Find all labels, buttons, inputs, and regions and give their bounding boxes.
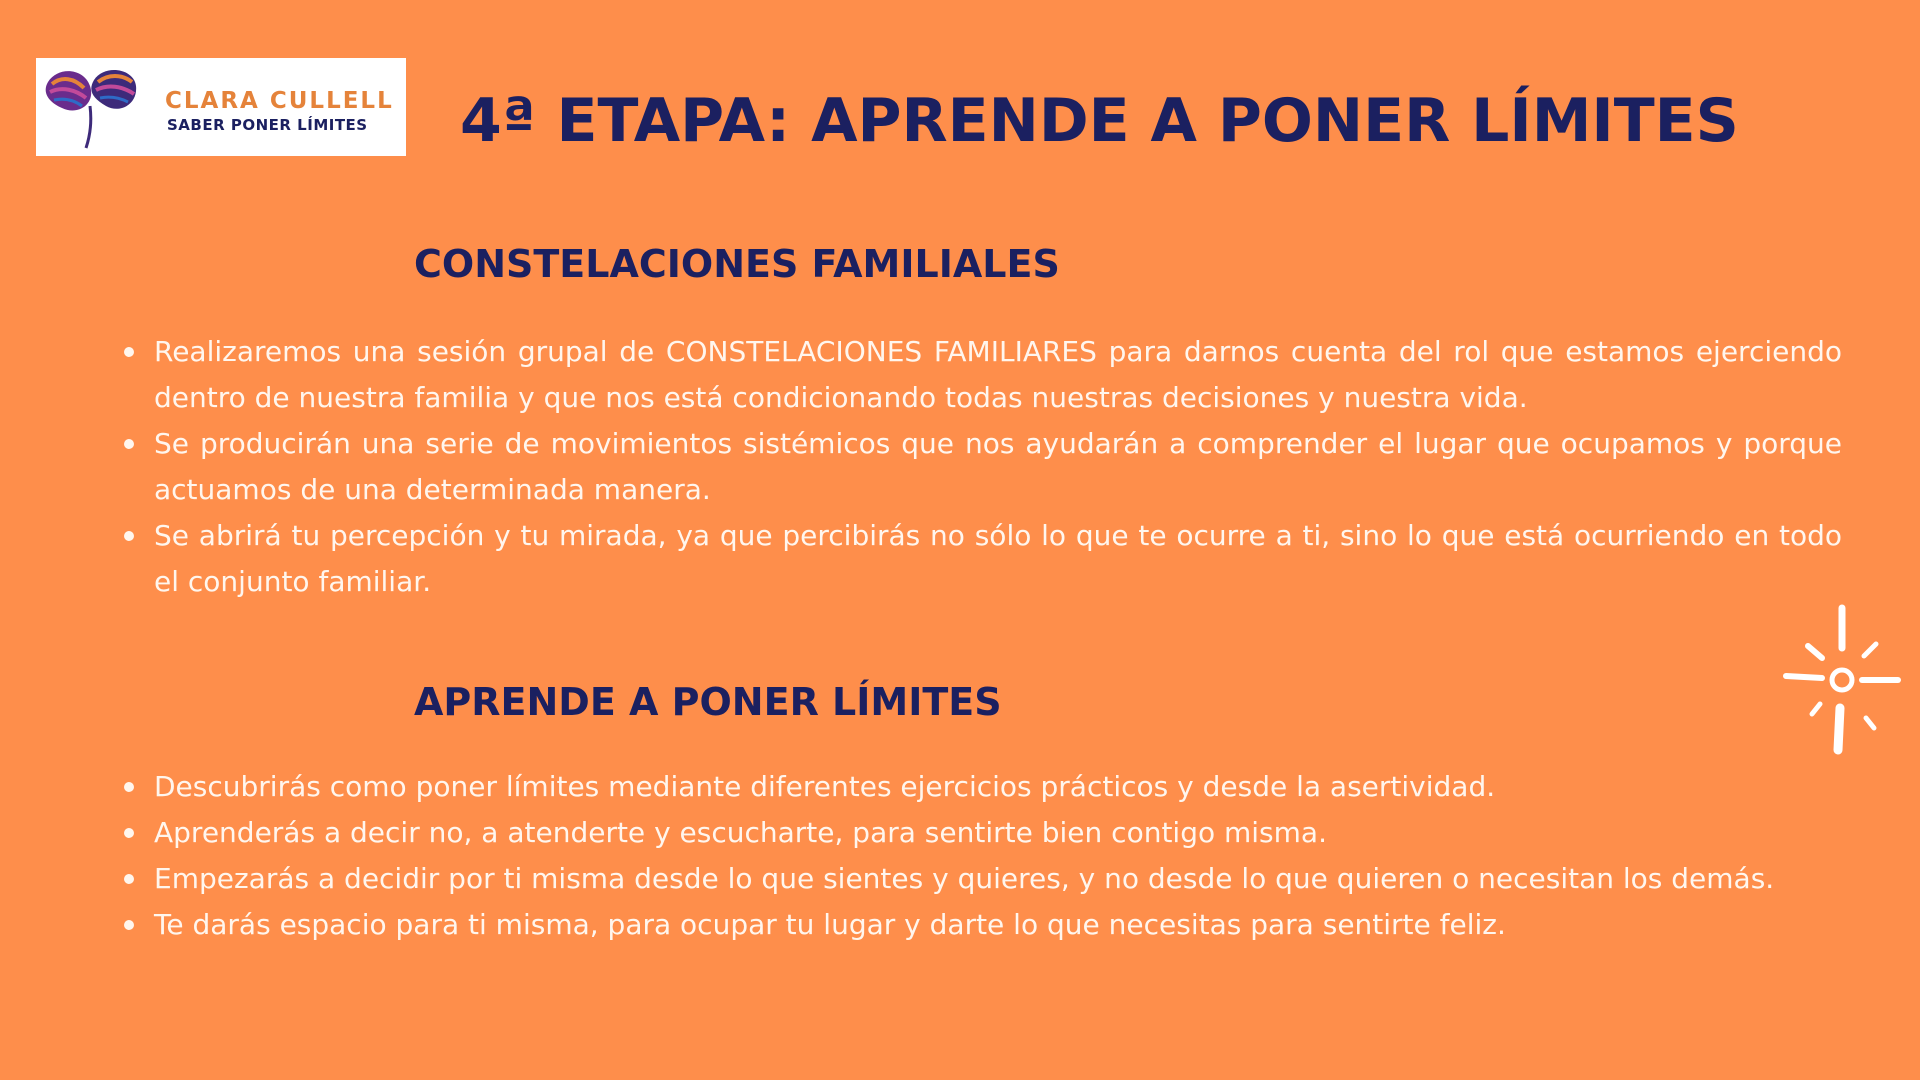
logo-tagline: SABER PONER LÍMITES bbox=[167, 116, 368, 134]
list-item: Se abrirá tu percepción y tu mirada, ya que percibirás no sólo lo que te ocurre a ti, sino lo que está ocurriendo en todo el conjunto familiar. bbox=[154, 513, 1842, 605]
section-heading-limites: APRENDE A PONER LÍMITES bbox=[414, 680, 1002, 724]
sun-doodle-icon bbox=[1780, 600, 1904, 760]
list-item: Te darás espacio para ti misma, para ocupar tu lugar y darte lo que necesitas para sentirte feliz. bbox=[154, 902, 1874, 948]
constelaciones-list bbox=[154, 329, 1842, 605]
logo bbox=[36, 58, 406, 156]
limites-list bbox=[154, 764, 1874, 948]
list-item: Empezarás a decidir por ti misma desde lo que sientes y quieres, y no desde lo que quieren o necesitan los demás. bbox=[154, 856, 1874, 902]
list-item: Se producirán una serie de movimientos sistémicos que nos ayudarán a comprender el lugar que ocupamos y porque actuamos de una determinada manera. bbox=[154, 421, 1842, 513]
page-title: 4ª ETAPA: APRENDE A PONER LÍMITES bbox=[460, 86, 1739, 156]
list-item: Descubrirás como poner límites mediante diferentes ejercicios prácticos y desde la asertividad. bbox=[154, 764, 1874, 810]
section-heading-constelaciones: CONSTELACIONES FAMILIALES bbox=[414, 242, 1060, 286]
leaves-icon bbox=[44, 66, 140, 152]
list-item: Aprenderás a decir no, a atenderte y escucharte, para sentirte bien contigo misma. bbox=[154, 810, 1874, 856]
logo-name: CLARA CULLELL bbox=[165, 88, 394, 114]
list-item: Realizaremos una sesión grupal de CONSTELACIONES FAMILIARES para darnos cuenta del rol que estamos ejerciendo dentro de nuestra familia y que nos está condicionando todas nuestras decisiones y nuestra vida. bbox=[154, 329, 1842, 421]
